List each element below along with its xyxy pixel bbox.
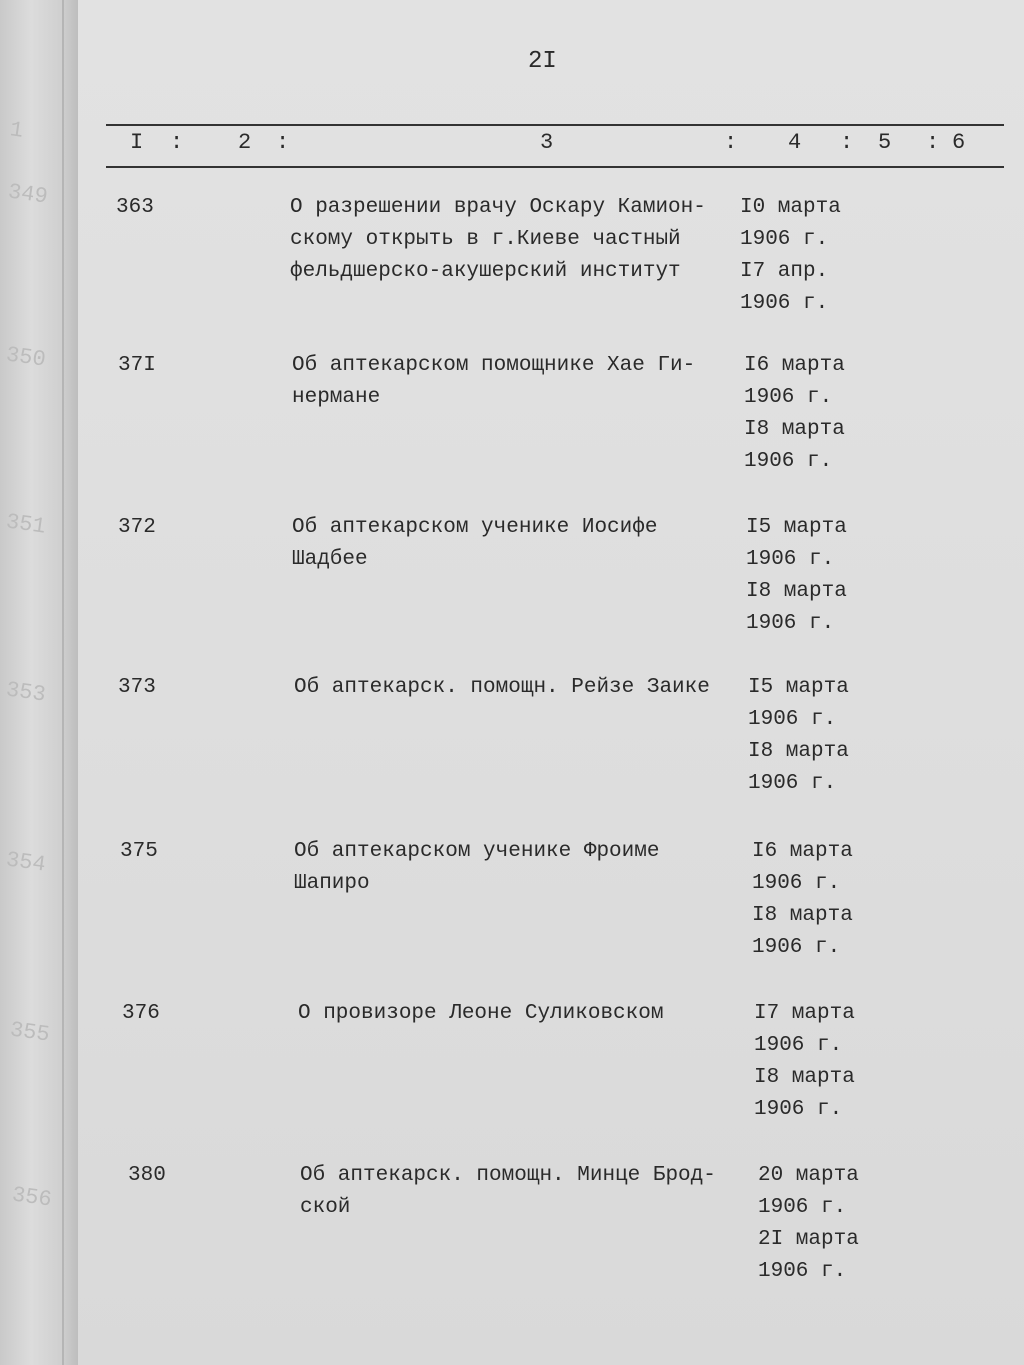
date-line: 20 марта	[758, 1164, 859, 1187]
date-line: I6 марта	[752, 840, 853, 863]
entry-number: 363	[116, 196, 154, 219]
date-line: 1906 г.	[746, 548, 835, 571]
title-line: О провизоре Леоне Суликовском	[298, 1002, 664, 1025]
page-fold-line	[62, 0, 64, 1365]
date-line: 1906 г.	[740, 292, 829, 315]
date-line: 1906 г.	[746, 612, 835, 635]
entry-title	[292, 350, 752, 414]
title-line: фельдшерско-акушерский институт	[290, 260, 681, 283]
entry-title	[294, 836, 754, 900]
entry-title	[294, 672, 754, 704]
ghost-margin-number: 356	[10, 1182, 54, 1213]
column-separator: :	[170, 130, 184, 155]
entry-title	[300, 1160, 760, 1224]
column-separator: :	[840, 130, 854, 155]
title-line: нермане	[292, 386, 381, 409]
column-header-5: 5	[878, 130, 892, 155]
column-header-3: 3	[540, 130, 554, 155]
date-line: I7 марта	[754, 1002, 855, 1025]
entry-dates	[746, 512, 886, 640]
title-line: Шапиро	[294, 872, 370, 895]
entry-dates	[758, 1160, 898, 1288]
ghost-margin-number: 355	[8, 1017, 52, 1048]
ghost-tab-number: 1	[8, 117, 25, 144]
ghost-margin-number: 353	[4, 677, 48, 708]
entry-title	[292, 512, 752, 576]
column-separator: :	[926, 130, 940, 155]
entry-number: 37I	[118, 354, 156, 377]
entry-number: 373	[118, 676, 156, 699]
column-header-row	[78, 128, 1024, 164]
date-line: I8 марта	[746, 580, 847, 603]
ghost-margin-number: 354	[4, 847, 48, 878]
entry-dates	[740, 192, 880, 320]
column-header-4: 4	[788, 130, 802, 155]
previous-page-edge	[0, 0, 78, 1365]
header-bottom-rule	[106, 166, 1004, 168]
entry-title	[290, 192, 750, 288]
date-line: I8 марта	[754, 1066, 855, 1089]
title-line: ской	[300, 1196, 351, 1219]
entry-dates	[748, 672, 888, 800]
date-line: 1906 г.	[744, 386, 833, 409]
column-header-6: 6	[952, 130, 966, 155]
date-line: 1906 г.	[758, 1196, 847, 1219]
column-header-2: 2	[238, 130, 252, 155]
title-line: скому открыть в г.Киеве частный	[290, 228, 681, 251]
date-line: I5 марта	[748, 676, 849, 699]
date-line: 1906 г.	[752, 872, 841, 895]
ghost-margin-number: 349	[6, 179, 50, 210]
date-line: 1906 г.	[744, 450, 833, 473]
title-line: Об аптекарск. помощн. Минце Брод-	[300, 1164, 716, 1187]
date-line: 1906 г.	[754, 1098, 843, 1121]
entry-dates	[744, 350, 884, 478]
title-line: Об аптекарском помощнике Хае Ги-	[292, 354, 696, 377]
entry-number: 380	[128, 1164, 166, 1187]
entry-dates	[752, 836, 892, 964]
date-line: 2I марта	[758, 1228, 859, 1251]
title-line: Об аптекарском ученике Иосифе	[292, 516, 658, 539]
date-line: I6 марта	[744, 354, 845, 377]
date-line: I0 марта	[740, 196, 841, 219]
page-number: 2I	[528, 48, 557, 75]
date-line: I8 марта	[748, 740, 849, 763]
entry-title	[298, 998, 758, 1030]
entry-number: 376	[122, 1002, 160, 1025]
date-line: 1906 г.	[748, 708, 837, 731]
date-line: I8 марта	[744, 418, 845, 441]
title-line: О разрешении врачу Оскару Камион-	[290, 196, 706, 219]
document-page	[78, 0, 1024, 1365]
date-line: I5 марта	[746, 516, 847, 539]
ghost-margin-number: 350	[4, 342, 48, 373]
column-header-1: I	[130, 130, 144, 155]
column-separator: :	[276, 130, 290, 155]
ghost-margin-number: 351	[4, 509, 48, 540]
title-line: Об аптекарском ученике Фроиме	[294, 840, 660, 863]
entry-number: 372	[118, 516, 156, 539]
date-line: 1906 г.	[740, 228, 829, 251]
date-line: 1906 г.	[748, 772, 837, 795]
entry-number: 375	[120, 840, 158, 863]
date-line: I8 марта	[752, 904, 853, 927]
entry-dates	[754, 998, 894, 1126]
column-separator: :	[724, 130, 738, 155]
date-line: 1906 г.	[752, 936, 841, 959]
date-line: 1906 г.	[754, 1034, 843, 1057]
date-line: I7 апр.	[740, 260, 829, 283]
title-line: Об аптекарск. помощн. Рейзе Заике	[294, 676, 710, 699]
title-line: Шадбее	[292, 548, 368, 571]
date-line: 1906 г.	[758, 1260, 847, 1283]
header-top-rule	[106, 124, 1004, 126]
